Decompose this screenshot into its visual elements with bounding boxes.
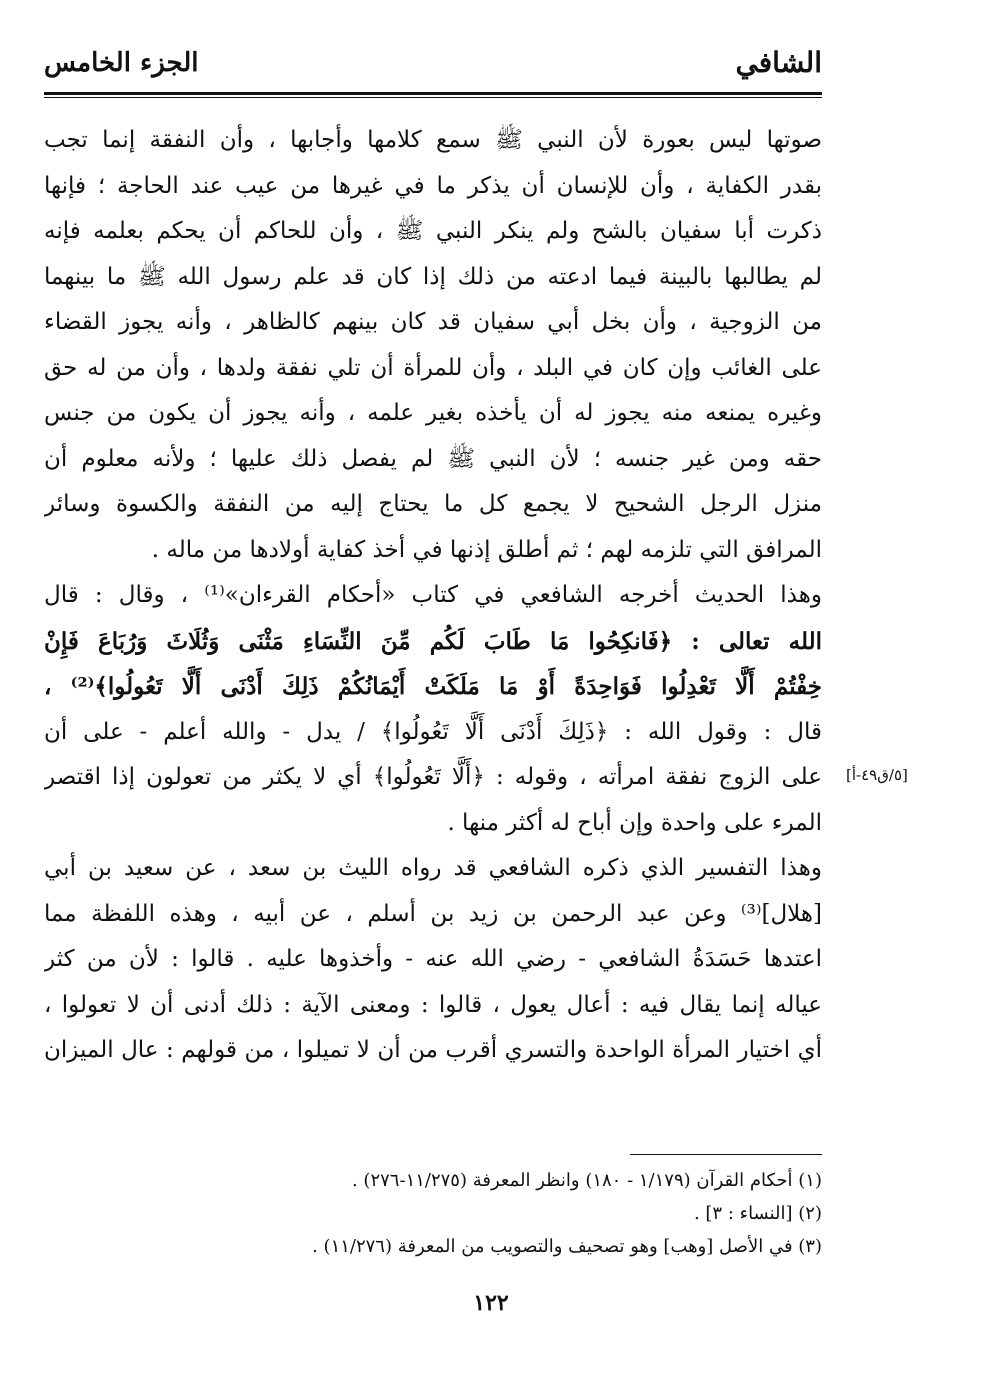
text-line: المرء على واحدة وإن أباح له أكثر منها . (447, 809, 822, 836)
running-head (44, 40, 822, 86)
text-line: بقدر الكفاية ، وأن للإنسان أن يذكر ما في غيرها من عيب عند الحاجة ؛ فإنها (44, 172, 822, 199)
footnote: (١) أحكام القرآن (١/١٧٩ - ١٨٠) وانظر المعرفة (١١/٢٧٥-٢٧٦) . (351, 1170, 822, 1191)
quran-verse-line: خِفْتُمْ أَلَّا تَعْدِلُوا فَوَاحِدَةً أَوْ مَا مَلَكَتْ أَيْمَانُكُمْ ذَلِكَ أَدْنَى أَلَّا تَعُولُوا﴾⁽²⁾ ، (44, 673, 822, 700)
part-label: الجزء الخامس (44, 48, 199, 78)
text-line: صوتها ليس بعورة لأن النبي ﷺ سمع كلامها وأجابها ، وأن النفقة إنما تجب (44, 127, 822, 153)
text-line: وهذا الحديث أخرجه الشافعي في كتاب «أحكام القرءان»⁽¹⁾ ، وقال : قال (44, 582, 822, 608)
page-number: ١٢٢ (473, 1290, 509, 1316)
text-line: ذكرت أبا سفيان بالشح ولم ينكر النبي ﷺ ، وأن للحاكم أن يحكم بعلمه فإنه (44, 218, 822, 244)
footnote-rule (630, 1154, 822, 1155)
main-text (44, 118, 822, 1074)
text-line: عياله إنما يقال فيه : أعال يعول ، قالوا : ومعنى الآية : ذلك أدنى أن لا تعولوا ، (44, 991, 822, 1018)
text-line: من الزوجية ، وأن بخل أبي سفيان قد كان بينهم كالظاهر ، وأنه يجوز القضاء (44, 309, 822, 335)
text-line: وهذا التفسير الذي ذكره الشافعي قد رواه الليث بن سعد ، عن سعيد بن أبي (44, 855, 822, 881)
text-line: حقه ومن غير جنسه ؛ لأن النبي ﷺ لم يفصل ذلك عليها ؛ ولأنه معلوم أن (44, 445, 822, 472)
text-line: المرافق التي تلزمه لهم ؛ ثم أطلق إذنها في أخذ كفاية أولادها من ماله . (151, 536, 822, 563)
footnotes (44, 1164, 822, 1263)
text-line: منزل الرجل الشحيح لا يجمع كل ما يحتاج إليه من النفقة والكسوة وسائر (44, 491, 822, 517)
text-line: لم يطالبها بالبينة فيما ادعته من ذلك إذا كان قد علم رسول الله ﷺ ما بينهما (44, 263, 822, 290)
text-line: أي اختيار المرأة الواحدة والتسري أقرب من أن لا تميلوا ، من قولهم : عال الميزان (44, 1037, 822, 1063)
manuscript-folio-marker: [٥/ق٤٩-أ] (846, 766, 908, 784)
footnote: (٢) [النساء : ٣] . (693, 1203, 822, 1224)
text-line: وغيره يمنعه منه يجوز له أن يأخذه بغير علمه ، وأنه يجوز أن يكون من جنس (44, 400, 822, 426)
text-line: على الزوج نفقة امرأته ، وقوله : ﴿أَلَّا تَعُولُوا﴾ أي لا يكثر من تعولون إذا اقتصر (44, 764, 822, 790)
text-line: قال : وقول الله : ﴿ذَلِكَ أَدْنَى أَلَّا تَعُولُوا﴾ / يدل - والله أعلم - على أن (44, 718, 822, 745)
text-line: [هلال]⁽³⁾ وعن عبد الرحمن بن زيد بن أسلم ، عن أبيه ، وهذه اللفظة مما (44, 900, 822, 927)
text-line: على الغائب وإن كان في البلد ، وأن للمرأة أن تلي نفقة ولدها ، وأن من له حق (44, 354, 822, 381)
footnote: (٣) في الأصل [وهب] وهو تصحيف والتصويب من المعرفة (١١/٢٧٦) . (312, 1236, 822, 1257)
book-title: الشافي (735, 46, 822, 79)
quran-verse-line: الله تعالى : ﴿فَانكِحُوا مَا طَابَ لَكُم مِّنَ النِّسَاءِ مَثْنَى وَثُلَاثَ وَرُبَاعَ فَإِنْ (44, 627, 822, 655)
header-rule (44, 92, 822, 95)
text-line: اعتدها حَسَدَةُ الشافعي - رضي الله عنه - وأخذوها عليه . قالوا : لأن من كثر (44, 946, 822, 972)
header-rule-thin (44, 97, 822, 98)
